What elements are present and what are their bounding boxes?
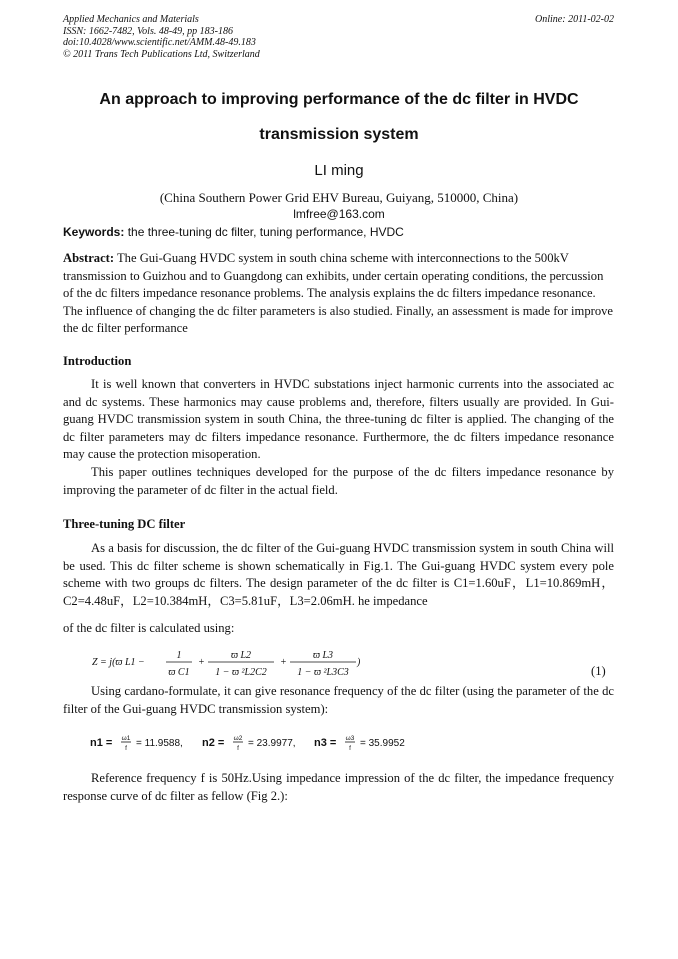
author-name: LI ming <box>314 162 364 179</box>
n2-num: ω2 <box>233 735 243 742</box>
n3-label: n3 = <box>314 737 337 749</box>
abstract-label: Abstract: <box>63 251 115 265</box>
abstract <box>63 250 614 338</box>
n3-value: = 35.9952 <box>360 738 405 749</box>
n1-label: n1 = <box>90 737 113 749</box>
n3-num: ω3 <box>345 735 355 742</box>
affiliation: (China Southern Power Grid EHV Bureau, Guiyang, 510000, China) <box>159 190 519 205</box>
eq-frac2-num: ϖ L2 <box>230 650 252 661</box>
calculation-intro: of the dc filter is calculated using: <box>63 621 235 635</box>
eq-frac2-den: 1 − ϖ ²L2C2 <box>215 667 267 678</box>
impedance-equation <box>92 646 532 686</box>
introduction-paragraph-1: It is well known that converters in HVDC substations inject harmonic currents into the associated ac and dc systems. These harmonics may cause problems and, therefore, filters usually are provided. In Gui-guang HVDC transmission system in south China, the three-tuning dc filter is applied. The changing of the dc filter parameters may dc filters impedance resonance. Furthermore, the dc filters impedance resonance may cause the protection misoperation. <box>63 377 614 462</box>
doi-line: doi:10.4028/www.scientific.net/AMM.48-49.183 <box>63 37 256 48</box>
three-tuning-paragraph: As a basis for discussion, the dc filter of the Gui-guang HVDC transmission system in south China will be used. This dc filter scheme is shown schematically in Fig.1. The Gui-guang HVDC system every pole scheme with two groups dc filters. The design parameter of the dc filter is C1=1.60uF，L1=10.869mH，C2=4.48uF，L2=10.384mH，C3=5.81uF，L3=2.06mH. he impedance <box>63 541 614 608</box>
eq-lhs: Z = j(ϖ L1 − <box>92 657 145 668</box>
n2-den: f <box>237 745 239 752</box>
abstract-text: The Gui-Guang HVDC system in south china scheme with interconnections to the 500kV transmission to Guizhou and to Guangdong can exhibits, under certain operating conditions, the percussion of the dc filters impedance resonance problems. The analysis explains the dc filters impedance resonance. The influence of changing the dc filter parameters is also studied. Finally, an assessment is made for improve the dc filter performance <box>63 251 613 336</box>
online-date: Online: 2011-02-02 <box>535 14 614 25</box>
journal-header <box>63 14 260 60</box>
cardano-paragraph: Using cardano-formulate, it can give resonance frequency of the dc filter (using the parameter of the dc filter of the Gui-guang HVDC transmission system): <box>63 684 614 716</box>
eq-frac3-den: 1 − ϖ ²L3C3 <box>297 667 349 678</box>
author-email[interactable]: lmfree@163.com <box>293 207 385 221</box>
eq-plus-2: + <box>280 657 287 668</box>
journal-name: Applied Mechanics and Materials <box>63 14 199 25</box>
n1-value: = 11.9588, <box>136 738 183 749</box>
resonance-frequencies <box>90 733 430 753</box>
reference-frequency-paragraph: Reference frequency f is 50Hz.Using impedance impression of the dc filter, the impedance frequency response curve of dc filter as fellow (Fig 2.): <box>63 771 614 803</box>
section-heading-introduction: Introduction <box>63 354 132 368</box>
n1-num: ω1 <box>121 735 131 742</box>
n3-den: f <box>349 745 351 752</box>
n2-value: = 23.9977, <box>248 738 296 749</box>
eq-close-paren: ) <box>357 657 361 668</box>
n1-den: f <box>125 745 127 752</box>
eq-frac1-num: 1 <box>176 650 182 661</box>
n2-label: n2 = <box>202 737 225 749</box>
equation-number: (1) <box>591 664 606 678</box>
paper-title-line1: An approach to improving performance of the dc filter in HVDC <box>99 91 579 108</box>
keywords-text: the three-tuning dc filter, tuning performance, HVDC <box>124 225 404 239</box>
keywords-label: Keywords: <box>63 225 125 239</box>
issn-line: ISSN: 1662-7482, Vols. 48-49, pp 183-186 <box>63 25 233 37</box>
eq-plus-1: + <box>198 657 205 668</box>
introduction-body <box>63 376 614 499</box>
paper-title-line2: transmission system <box>259 126 419 143</box>
introduction-paragraph-2: This paper outlines techniques developed for the purpose of the dc filters impedance resonance by improving the parameter of dc filter in the actual field. <box>63 464 614 497</box>
eq-frac1-den: ϖ C1 <box>168 667 190 678</box>
keywords <box>63 225 623 239</box>
section-heading-three-tuning: Three-tuning DC filter <box>63 517 186 531</box>
eq-frac3-num: ϖ L3 <box>312 650 334 661</box>
copyright-line: © 2011 Trans Tech Publications Ltd, Switzerland <box>63 48 260 60</box>
